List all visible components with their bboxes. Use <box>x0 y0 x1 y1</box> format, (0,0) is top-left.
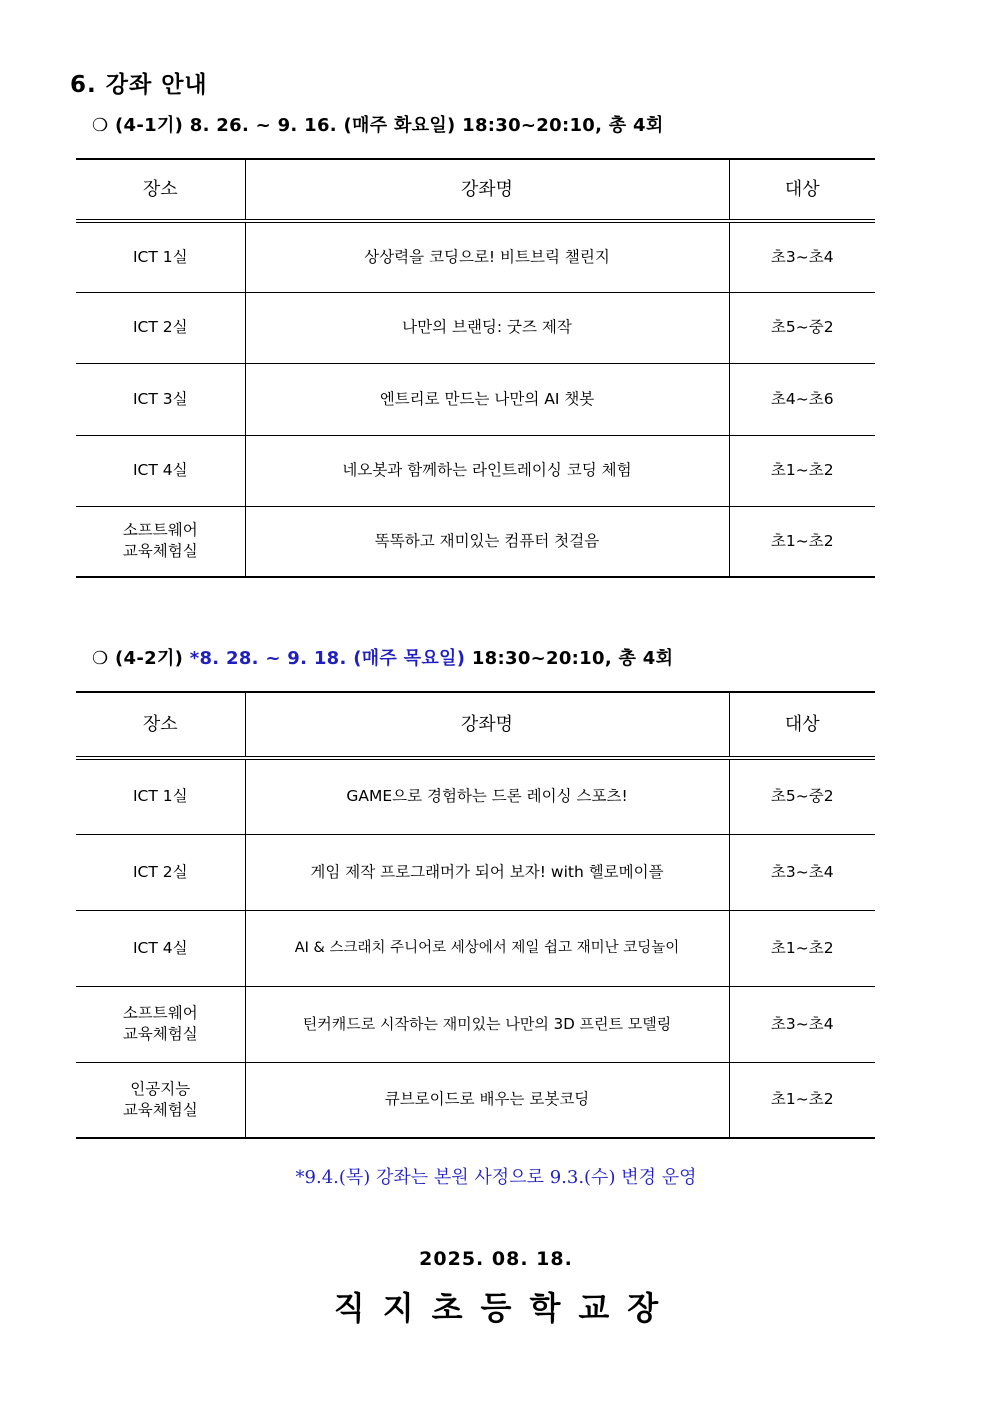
schedule-change-note: *9.4.(목) 강좌는 본원 사정으로 9.3.(수) 변경 운영 <box>295 1167 697 1188</box>
cell-course: GAME으로 경험하는 드론 레이싱 스포츠! <box>245 758 729 834</box>
cell-place: ICT 4실 <box>76 910 245 986</box>
document-date: 2025. 08. 18. <box>419 1248 573 1270</box>
table-row <box>76 292 875 363</box>
table-row <box>76 1062 875 1138</box>
place-line1: 소프트웨어 <box>122 521 198 540</box>
header-target: 대상 <box>729 692 875 758</box>
cell-place <box>76 986 245 1062</box>
table-row <box>76 435 875 506</box>
bullet-icon: ❍ <box>92 115 109 136</box>
table-row <box>76 221 875 292</box>
header-target: 대상 <box>729 159 875 221</box>
term1-label: (4-1기) <box>115 115 184 136</box>
cell-target: 초3~초4 <box>729 834 875 910</box>
term2-heading <box>92 644 673 670</box>
table-row <box>76 506 875 577</box>
cell-course: 틴커캐드로 시작하는 재미있는 나만의 3D 프린트 모델링 <box>245 986 729 1062</box>
term1-dates: 8. 26. ~ 9. 16. (매주 화요일) <box>189 115 456 136</box>
place-line2: 교육체험실 <box>122 542 198 561</box>
term1-heading <box>92 111 664 137</box>
table-row <box>76 363 875 435</box>
place-line2: 교육체험실 <box>122 1100 198 1119</box>
cell-course: 게임 제작 프로그래머가 되어 보자! with 헬로메이플 <box>245 834 729 910</box>
cell-course: AI & 스크래치 주니어로 세상에서 제일 쉽고 재미난 코딩놀이 <box>245 910 729 986</box>
place-line1: 인공지능 <box>130 1079 191 1098</box>
cell-target: 초1~초2 <box>729 506 875 577</box>
place-line2: 교육체험실 <box>122 1025 198 1043</box>
term1-table <box>76 158 875 578</box>
section-title: 6. 강좌 안내 <box>70 72 208 98</box>
cell-target: 초3~초4 <box>729 986 875 1062</box>
cell-place: ICT 4실 <box>76 435 245 506</box>
cell-target: 초1~초2 <box>729 910 875 986</box>
table-header-row <box>76 692 875 758</box>
cell-target: 초4~초6 <box>729 363 875 435</box>
cell-course: 큐브로이드로 배우는 로봇코딩 <box>245 1062 729 1138</box>
cell-course: 상상력을 코딩으로! 비트브릭 챌린지 <box>245 221 729 292</box>
cell-target: 초1~초2 <box>729 1062 875 1138</box>
cell-place: ICT 2실 <box>76 292 245 363</box>
cell-place: ICT 1실 <box>76 758 245 834</box>
table-row <box>76 758 875 834</box>
cell-place: ICT 3실 <box>76 363 245 435</box>
bullet-icon: ❍ <box>92 648 109 669</box>
table-row <box>76 834 875 910</box>
cell-place: ICT 1실 <box>76 221 245 292</box>
header-course: 강좌명 <box>245 692 729 758</box>
cell-target: 초3~초4 <box>729 221 875 292</box>
cell-place <box>76 506 245 577</box>
principal-signature: 직지초등학교장 <box>333 1289 677 1327</box>
term1-time: 18:30~20:10, 총 4회 <box>462 115 664 136</box>
cell-course: 똑똑하고 재미있는 컴퓨터 첫걸음 <box>245 506 729 577</box>
cell-course: 엔트리로 만드는 나만의 AI 챗봇 <box>245 363 729 435</box>
table-header-row <box>76 159 875 221</box>
term2-dates: *8. 28. ~ 9. 18. (매주 목요일) <box>189 648 466 669</box>
table-row <box>76 986 875 1062</box>
term2-label: (4-2기) <box>115 648 184 669</box>
header-course: 강좌명 <box>245 159 729 221</box>
cell-target: 초5~중2 <box>729 292 875 363</box>
header-place: 장소 <box>76 692 245 758</box>
cell-target: 초5~중2 <box>729 758 875 834</box>
cell-place: ICT 2실 <box>76 834 245 910</box>
cell-course: 나만의 브랜딩: 굿즈 제작 <box>245 292 729 363</box>
cell-course: 네오봇과 함께하는 라인트레이싱 코딩 체험 <box>245 435 729 506</box>
cell-target: 초1~초2 <box>729 435 875 506</box>
place-line1: 소프트웨어 <box>122 1004 198 1022</box>
cell-place <box>76 1062 245 1138</box>
term2-table <box>76 691 875 1139</box>
term2-time: 18:30~20:10, 총 4회 <box>471 648 674 669</box>
table-row <box>76 910 875 986</box>
header-place: 장소 <box>76 159 245 221</box>
